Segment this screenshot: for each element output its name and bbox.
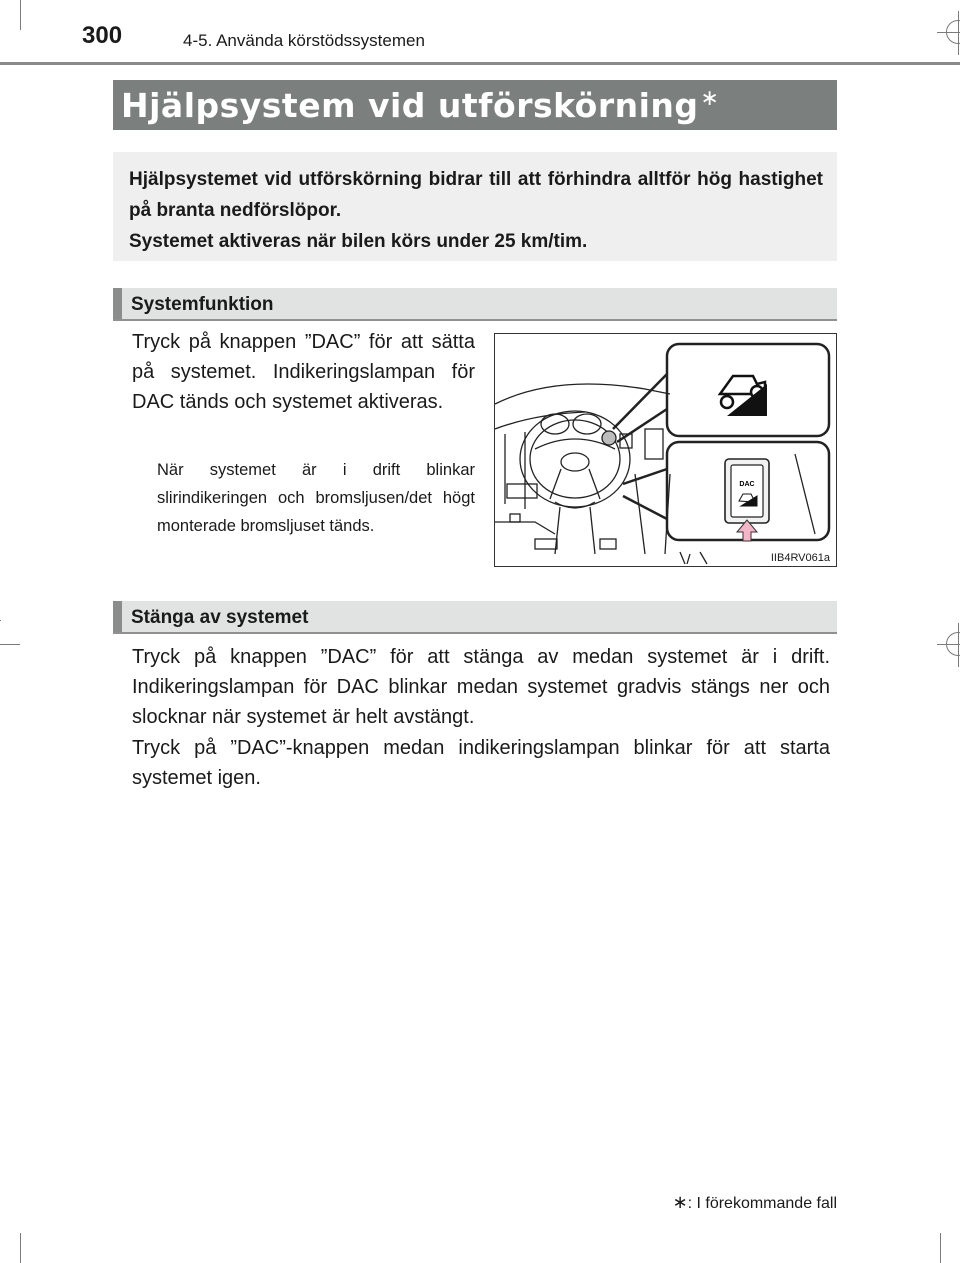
crop-mark <box>20 1233 21 1263</box>
crop-mark <box>940 1233 941 1263</box>
body-paragraph: Tryck på knappen ”DAC” för att sätta på systemet. Indikeringslampan för DAC tänds och systemet aktiveras. <box>132 331 475 413</box>
figure-code: IIB4RV061a <box>770 552 830 564</box>
footnote <box>673 1192 838 1213</box>
footnote-text: : I förekommande fall <box>687 1195 837 1212</box>
body-paragraph: Tryck på knappen ”DAC” för att stänga av medan systemet är i drift. Indikeringslampan för DAC blinkar medan systemet gradvis stängs ner och slocknar när systemet är helt avstängt. <box>132 646 830 728</box>
body-paragraph: Tryck på ”DAC”-knappen medan indikeringslampan blinkar för att starta systemet igen. <box>132 737 830 789</box>
note-paragraph: När systemet är i drift blinkar slirindikeringen och bromsljusen/det högt monterade bromsljuset tänds. <box>157 461 475 535</box>
crop-mark <box>0 620 1 621</box>
footnote-marker: ∗ <box>672 1192 688 1212</box>
registration-mark <box>946 20 960 44</box>
section-heading-bar <box>113 601 122 632</box>
running-header: 4-5. Använda körstödssystemen <box>183 31 425 50</box>
section-heading <box>113 601 837 634</box>
page-number: 300 <box>82 22 123 49</box>
page-title-text: Hjälpsystem vid utförskörning <box>121 86 699 125</box>
intro-box <box>113 152 837 261</box>
section-heading-text: Systemfunktion <box>131 294 274 315</box>
intro-line: Systemet aktiveras när bilen körs under 25 km/tim. <box>129 231 588 252</box>
optional-marker: ∗ <box>700 86 720 111</box>
page-title <box>121 86 719 125</box>
intro-line: Hjälpsystemet vid utförskörning bidrar till att förhindra alltför hög hastighet på branta nedförslöpor. <box>129 169 823 221</box>
dashboard-illustration <box>495 334 837 567</box>
dac-button-figure <box>494 333 837 567</box>
crop-mark <box>20 0 21 30</box>
section-heading-text: Stänga av systemet <box>131 607 309 628</box>
section-heading-bar <box>113 288 122 319</box>
section-heading <box>113 288 837 321</box>
page-title-bar <box>113 80 837 130</box>
header-rule <box>0 62 960 65</box>
crop-mark <box>0 644 20 645</box>
dac-button-label: DAC <box>739 481 755 488</box>
registration-mark <box>946 632 960 656</box>
intro-text <box>129 164 823 257</box>
